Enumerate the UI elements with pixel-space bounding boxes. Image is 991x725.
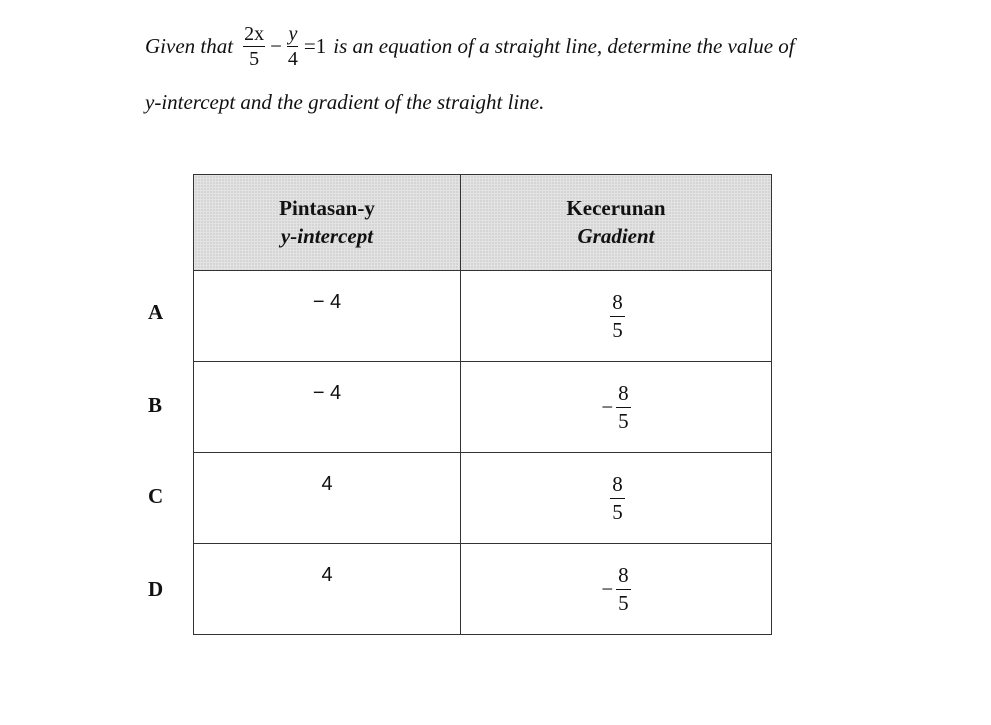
- table-row: [194, 453, 772, 544]
- intercept-value: 4: [321, 472, 333, 495]
- gradient-denominator: 5: [612, 317, 623, 342]
- question-prefix: Given that: [145, 33, 234, 58]
- gradient-cell: [461, 271, 772, 362]
- minus-sign: −: [270, 33, 282, 58]
- equals-one: =1: [303, 33, 327, 58]
- intercept-value: 4: [321, 563, 333, 586]
- table-row: [194, 271, 772, 362]
- fraction-denominator: 4: [287, 47, 298, 70]
- fraction-denominator: 5: [249, 47, 260, 70]
- fraction-numerator: 2x: [244, 22, 265, 45]
- fraction-numerator: y: [288, 22, 298, 45]
- header-y-intercept: [194, 175, 461, 271]
- gradient-numerator: 8: [616, 565, 631, 590]
- question-suffix: is an equation of a straight line, determine the value of: [333, 33, 795, 58]
- table-row: [194, 544, 772, 635]
- gradient-value: [601, 562, 630, 615]
- intercept-cell: [194, 271, 461, 362]
- intercept-value: − 4: [312, 290, 342, 313]
- options-table: [193, 174, 772, 635]
- option-label-d[interactable]: D: [148, 577, 164, 601]
- gradient-value: [607, 471, 625, 524]
- option-label-a[interactable]: A: [148, 300, 164, 324]
- fraction-2x-over-5: [243, 24, 265, 69]
- fraction-y-over-4: [287, 24, 299, 69]
- gradient-denominator: 5: [618, 590, 629, 615]
- gradient-numerator: 8: [616, 383, 631, 408]
- intercept-value: − 4: [312, 381, 342, 404]
- header-ms: Kecerunan: [566, 196, 666, 221]
- header-ms: Pintasan-y: [279, 196, 375, 221]
- gradient-cell: [461, 362, 772, 453]
- gradient-denominator: 5: [612, 499, 623, 524]
- gradient-numerator: 8: [610, 474, 625, 499]
- table-header-row: [194, 175, 772, 271]
- gradient-denominator: 5: [618, 408, 629, 433]
- header-gradient: [461, 175, 772, 271]
- intercept-cell: [194, 453, 461, 544]
- gradient-numerator: 8: [610, 292, 625, 317]
- gradient-cell: [461, 544, 772, 635]
- intercept-cell: [194, 362, 461, 453]
- intercept-cell: [194, 544, 461, 635]
- option-label-b[interactable]: B: [148, 393, 163, 417]
- question-line-2: y-intercept and the gradient of the straight line.: [145, 90, 545, 114]
- gradient-sign: −: [601, 394, 614, 419]
- option-label-c[interactable]: C: [148, 484, 164, 508]
- gradient-cell: [461, 453, 772, 544]
- question-line-1: [145, 16, 795, 76]
- gradient-sign: −: [601, 576, 614, 601]
- header-en: y-intercept: [280, 223, 374, 248]
- gradient-value: [607, 289, 625, 342]
- table-row: [194, 362, 772, 453]
- header-en: Gradient: [577, 223, 655, 248]
- gradient-value: [601, 380, 630, 433]
